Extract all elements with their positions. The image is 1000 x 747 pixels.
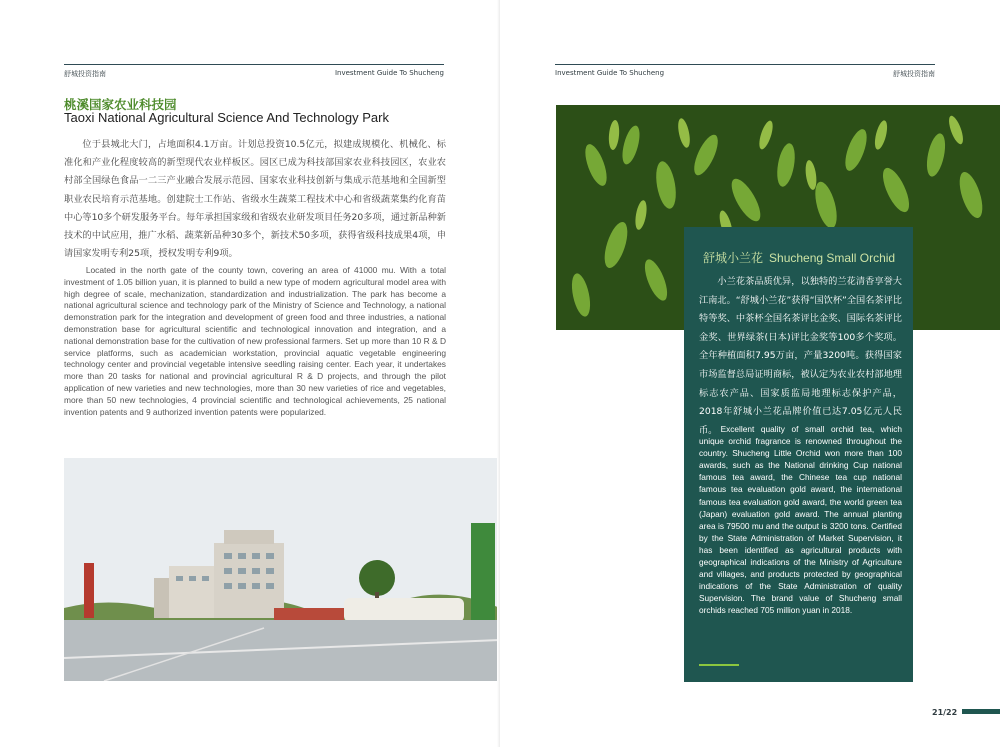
section-title-en: Taoxi National Agricultural Science And Technology Park [64,110,389,125]
header-guide-en: Investment Guide To Shucheng [334,69,444,77]
page-number-bar [962,709,1000,714]
body-paragraph-en: Located in the north gate of the county town, covering an area of 41000 mu. With a total investment of 1.05 billion yuan, it is planned to build a new type of modern agricultural model area with high degree of scale, mechanization, standardization and industrialization. The park has become a national agricultural science and technology park of the Ministry of Science and Technology, a national demonstration park for the integration and development of green food and three industries, a national demonstration base for agricultural scientific and technological innovation and integration, and a national demonstration base for the cultivation of new professional farmers. Set up more than 10 R & D service platforms, such as academician workstation, provincial aquatic vegetable engineering technology center and provincial vegetable intensive seedling raising center. Each year, it undertakes more than 20 tasks for national and provincial agricultural R & D projects, and through the pilot application of new varieties and new technologies, more than 30 new varieties of rice and vegetables, more than 50 new technologies, 4 provincial scientific and technological achievements, 25 national invention patents and 9 authorized invention patents were popularized. [64,265,446,417]
card-title-cn: 舒城小兰花 [703,251,764,265]
card-paragraph-en: Excellent quality of small orchid tea, which unique orchid fragrance is renowned throughout the country. Shucheng Little Orchid won more than 100 awards, such as the National drinking Cup national famous tea award, the Chinese tea cup national famous tea evaluation gold award, the international famous tea evaluation gold award, the world green tea (Japan) evaluation gold award. The annual planting area is 79500 mu and the output is 3200 tons. Certified by the State Administration of Market Supervision, it has been identified as agricultural products with geographical indications of the Ministry of Agriculture and villages, and products protected by geographical indications of the State Administration of quality Supervision. The brand value of Shucheng small orchids reached 705 million yuan in 2018. [699,424,902,616]
card-title-en: Shucheng Small Orchid [769,251,896,265]
card-paragraph-cn: 小兰花茶品质优异，以独特的兰花清香享誉大江南北。“舒城小兰花”获得“国饮杯”全国名茶评比特等奖、中茶杯全国名茶评比金奖、国际名茶评比金奖、世界绿茶(日本)评比金奖等100多个奖项。全年种植面积7.95万亩，产量3200吨。获得国家市场监督总局证明商标，被认定为农业农村部地理标志农产品、国家质监局地理标志保护产品，2018年舒城小兰花品牌价值已达7.05亿元人民币。 [699,276,902,436]
page-number: 21/22 [932,708,958,717]
header-guide-cn: 舒城投资指南 [893,70,935,78]
header-guide-en: Investment Guide To Shucheng [555,69,665,77]
right-page-header [555,64,935,81]
left-page-header [64,64,444,81]
section-title-cn: 桃溪国家农业科技园 [64,97,177,112]
right-page [500,0,1000,747]
card-accent-rule [699,664,739,666]
card-title [703,249,895,266]
header-guide-cn: 舒城投资指南 [64,70,106,78]
tea-info-card [684,227,913,682]
park-entrance-photo [64,458,500,681]
body-paragraph-cn: 位于县城北大门，占地面积4.1万亩。计划总投资10.5亿元，拟建成规模化、机械化、标准化和产业化程度较高的新型现代农业样板区。园区已成为科技部国家农业科技园区，农业农村部全国绿色食品一二三产业融合发展示范园、国家农业科技创新与集成示范基地和全国新型职业农民培育示范基地。创建院士工作站、省级水生蔬菜工程技术中心和省级蔬菜集约化育苗中心等10多个研发服务平台。每年承担国家级和省级农业研发项目任务20多项，通过新品种新技术的中试应用，推广水稻、蔬菜新品种30多个，新技术50多项，获得省级科技成果4项，申请国家发明专利25项，授权发明专利9项。 [64,139,446,260]
